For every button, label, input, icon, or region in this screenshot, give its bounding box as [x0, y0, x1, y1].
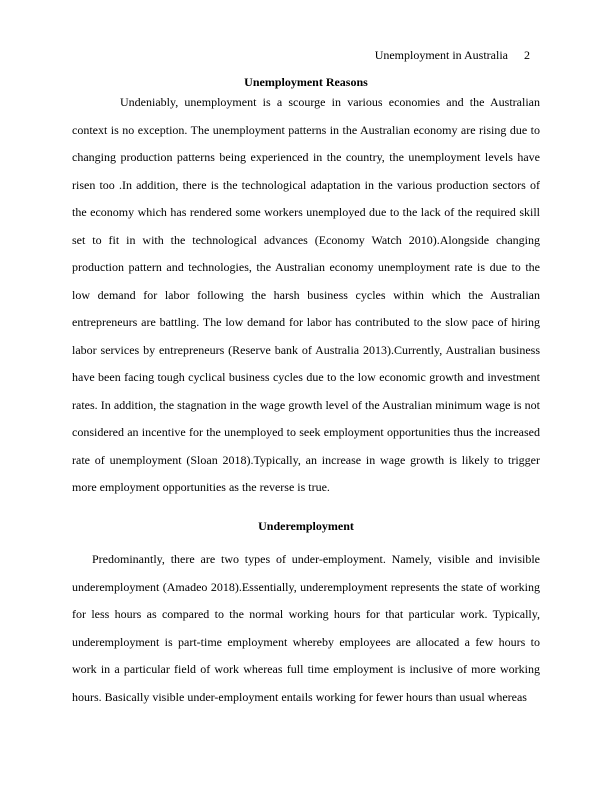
section-heading-unemployment-reasons: Unemployment Reasons: [244, 75, 368, 89]
page-number: 2: [524, 48, 530, 62]
running-title: Unemployment in Australia: [374, 48, 508, 62]
body-paragraph-underemployment: Predominantly, there are two types of under-employment. Namely, visible and invisible underemployment (Amadeo 2018).Essentially, underemployment represents the state of working for less hours as compared to the normal working hours for that particular work. Typically, underemployment is part-time employment whereby employees are allocated a few hours to work in a particular field of work whereas full time employment is inclusive of more working hours. Basically visible under-employment entails working for fewer hours than usual whereas: [72, 552, 540, 704]
body-paragraph-unemployment-reasons: Undeniably, unemployment is a scourge in various economies and the Australian context is no exception. The unemployment patterns in the Australian economy are rising due to changing production patterns being experienced in the country, the unemployment levels have risen too .In addition, there is the technological adaptation in the various production sectors of the economy which has rendered some workers unemployed due to the lack of the required skill set to fit in with the technological advances (Economy Watch 2010).Alongside changing production pattern and technologies, the Australian economy unemployment rate is due to the low demand for labor following the harsh business cycles within which the Australian entrepreneurs are battling. The low demand for labor has contributed to the slow pace of hiring labor services by entrepreneurs (Reserve bank of Australia 2013).Currently, Australian business have been facing tough cyclical business cycles due to the low economic growth and investment rates. In addition, the stagnation in the wage growth level of the Australian minimum wage is not considered an incentive for the unemployed to seek employment opportunities thus the increased rate of unemployment (Sloan 2018).Typically, an increase in wage growth is likely to trigger more employment opportunities as the reverse is true.: [72, 95, 540, 494]
page-header: [375, 48, 530, 62]
section-heading-underemployment: Underemployment: [258, 519, 354, 533]
